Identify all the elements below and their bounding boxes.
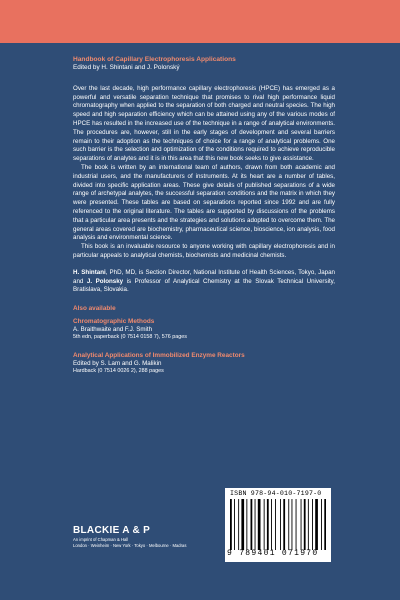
publisher-cities: London · Weinheim · New York · Tokyo · Melbourne · Madras [73, 543, 187, 548]
related-book [73, 318, 335, 342]
cover-text-block [73, 56, 335, 386]
related-book-details: 5th edn, paperback (0 7514 0158 7), 576 pages [73, 334, 187, 341]
description-paragraph: This book is an invaluable resource to anyone working with capillary electrophoresis and in particular appeals to analytical chemists, biochemists and medicinal chemists. [73, 243, 335, 259]
description-paragraph: Over the last decade, high performance capillary electrophoresis (HPCE) has emerged as a powerful and versatile separation technique that promises to rival high performance liquid chromatography when applied to the separation of both charged and neutral species. The high speed and high separation efficiency which can be attained using any of the various modes of HPCE has resulted in the increased use of the technique in a range of analytical environments. The procedures are, however, still in the early stages of development and several barriers remain to their adoption as the techniques of choice for a range of analytical problems. One such barrier is the selection and optimization of the conditions required to achieve reproducible separations of analytes and it is in this area that this new book seeks to give assistance. [73, 84, 335, 163]
isbn-text: ISBN 978-94-010-7197-0 [230, 490, 322, 497]
related-book-author: A. Braithwaite and F.J. Smith [73, 326, 153, 334]
related-book-details: Hardback (0 7514 0026 2), 288 pages [73, 368, 164, 375]
publisher-block [73, 525, 223, 549]
related-book-title: Analytical Applications of Immobilized Enzyme Reactors [73, 351, 245, 359]
barcode-label [225, 488, 331, 562]
barcode-digits: 9 789401 071970 [227, 549, 319, 558]
related-book-title: Chromatographic Methods [73, 318, 155, 326]
editor-bio: , PhD, MD, is Section Director, National Institute of Health Sciences, Tokyo, Japan and [73, 268, 335, 285]
publisher-imprint: An imprint of Chapman & Hall [73, 537, 129, 542]
description-paragraph: The book is written by an international team of authors, drawn from both academic and industrial users, and the manufacturers of instruments. At its heart are a number of tables, divided into specific application areas. These give details of published separations of a wide range of archetypal analytes, the successful separation conditions and the matrix in which they were presented. These tables are based on separations reported since 1992 and are fully referenced to the original literature. The tables are supported by discussions of the problems that a particular area presents and the strategies and solutions adopted to overcome them. The general areas covered are biochemistry, pharmaceutical science, bioscience, ion analysis, food analysis and environmental science. [73, 163, 335, 242]
editor-name: J. Polonsky [86, 277, 124, 285]
related-book [73, 352, 335, 376]
also-available-heading: Also available [73, 305, 116, 313]
book-title: Handbook of Capillary Electrophoresis Applications [73, 56, 236, 63]
book-editors: Edited by H. Shintani and J. Polonský [73, 64, 180, 72]
barcode-bars [230, 499, 326, 550]
editor-name: H. Shintani [73, 268, 106, 276]
publisher-logo: BLACKIE A & P [73, 525, 151, 536]
about-editors [73, 269, 335, 295]
editor-bio: is Professor of Analytical Chemistry at the Slovak Technical University, Bratislava, Slovakia. [73, 277, 336, 294]
top-color-band [0, 0, 400, 43]
related-book-author: Edited by S. Lam and G. Malikin [73, 360, 162, 368]
